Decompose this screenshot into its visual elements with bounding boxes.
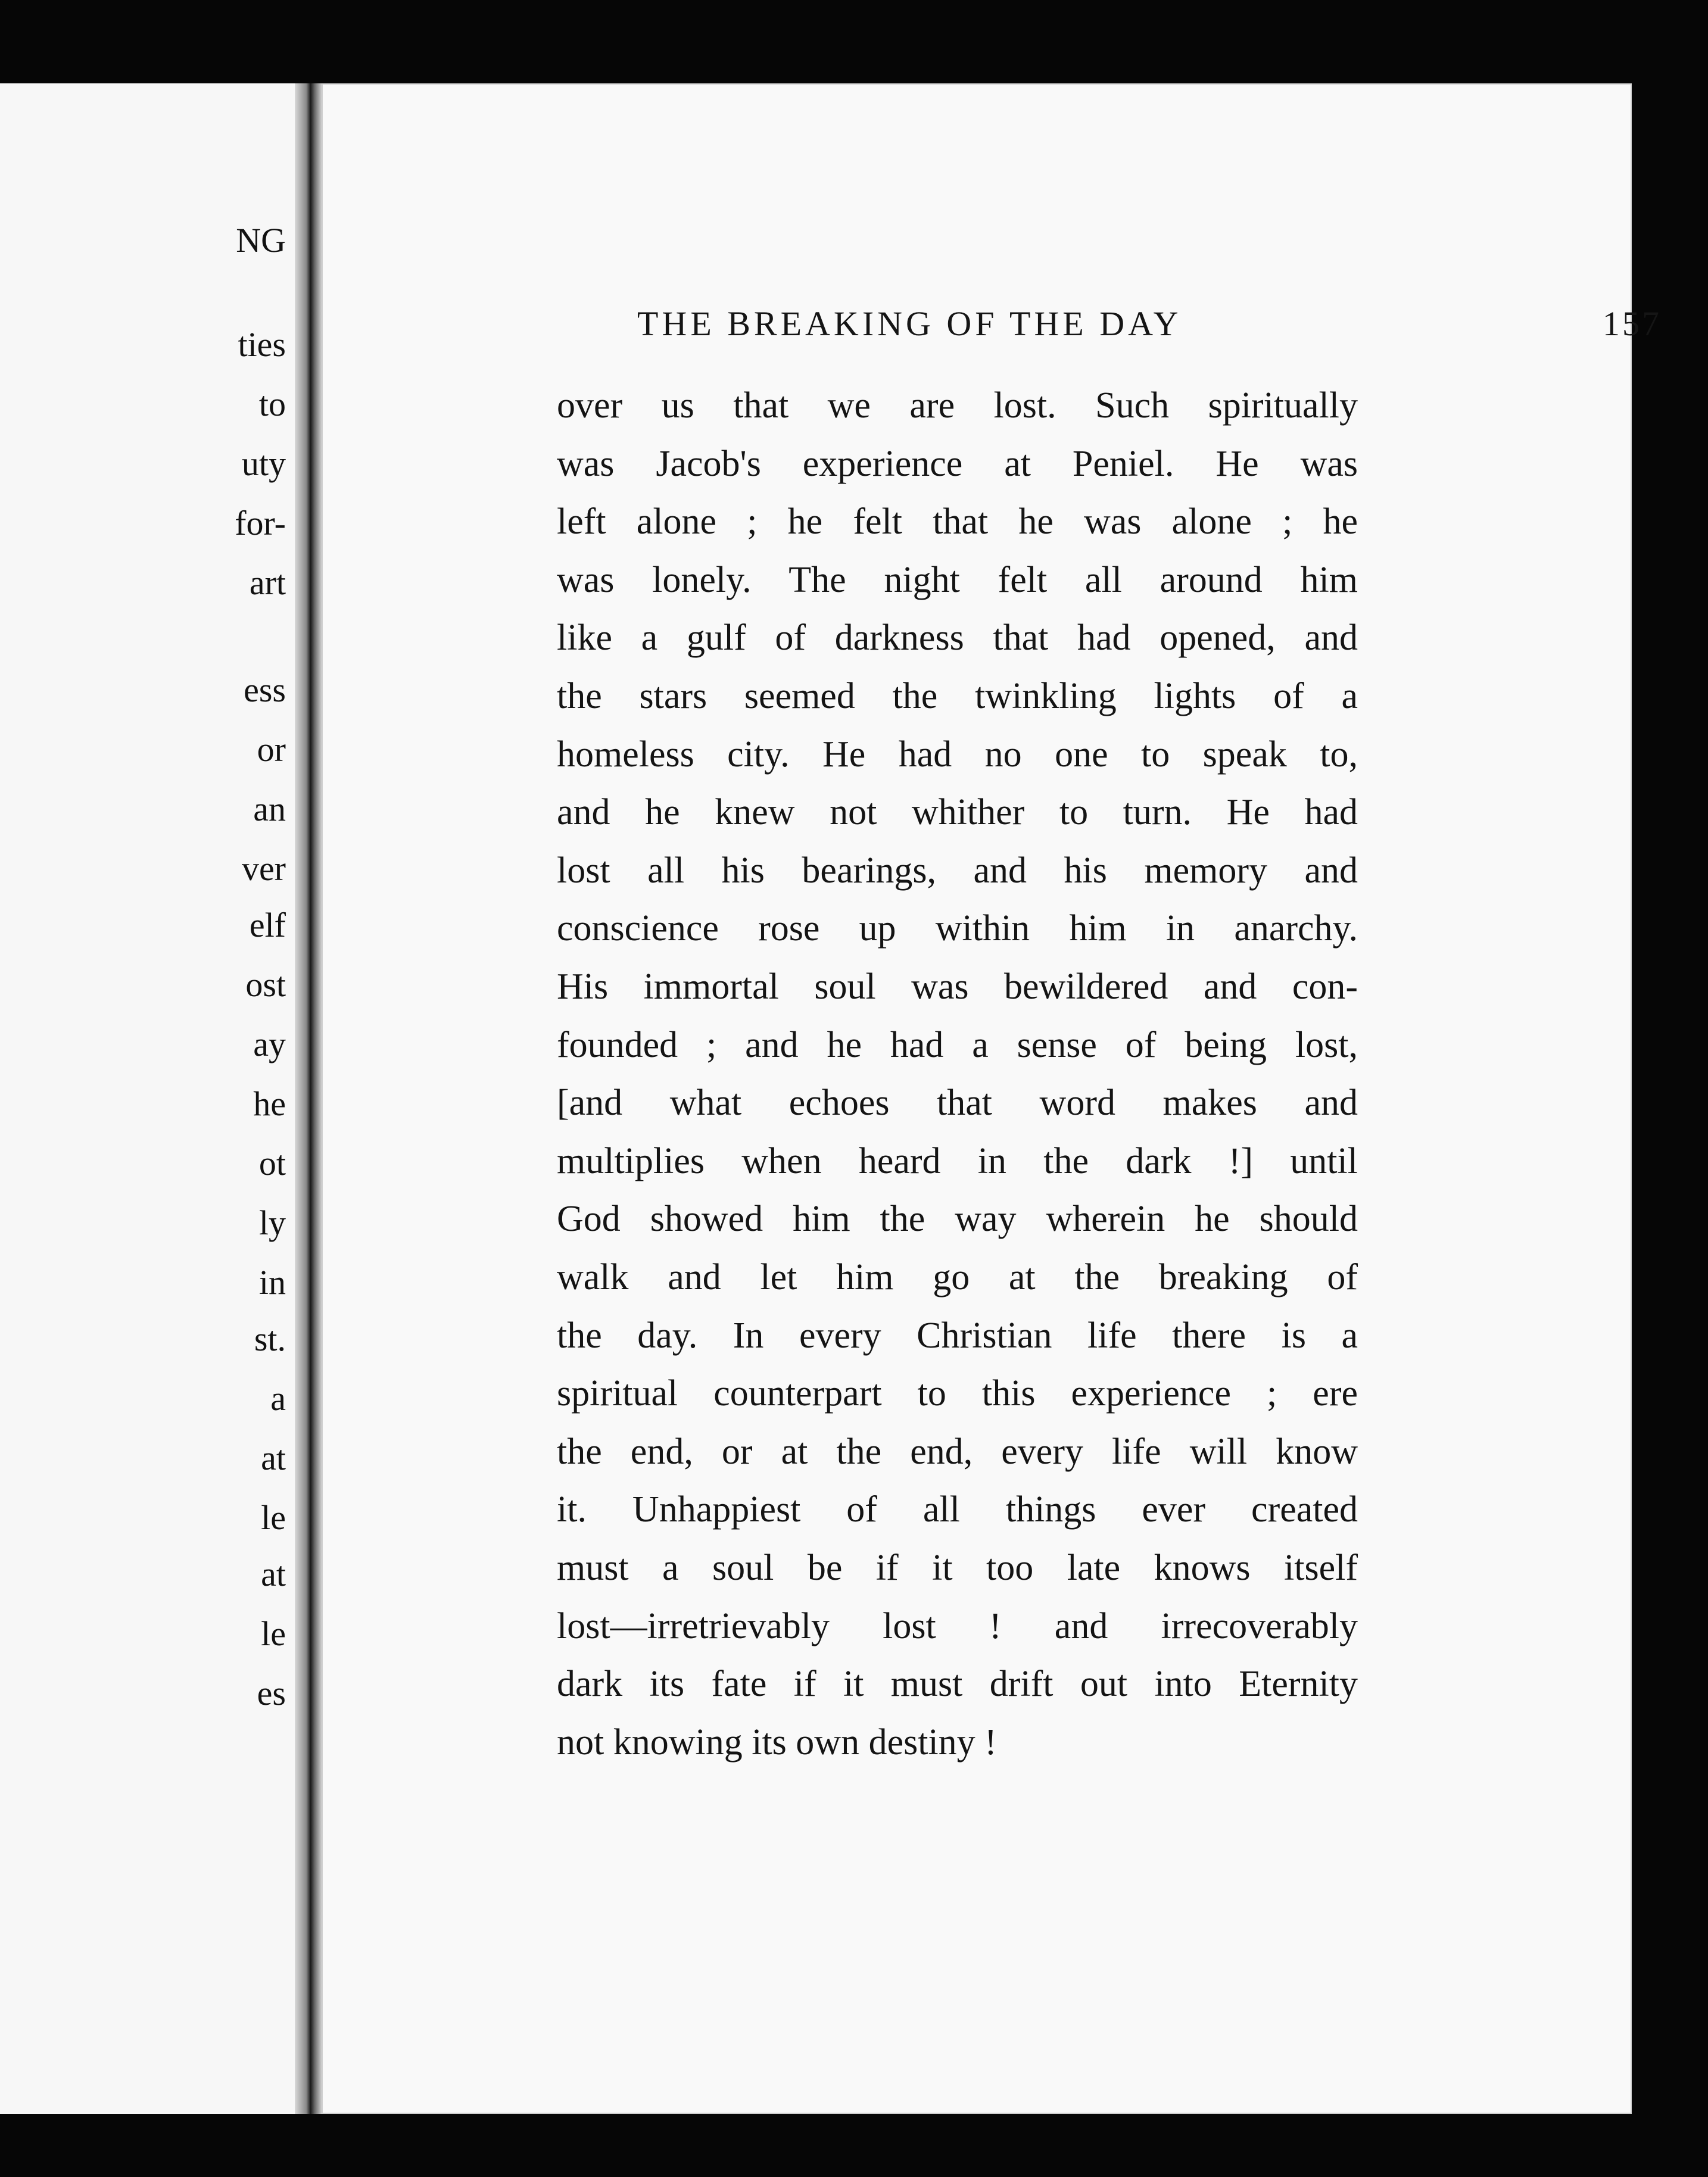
text-line: over us that we are lost. Such spiritually (557, 385, 1358, 426)
text-line: walk and let him go at the breaking of (557, 1257, 1358, 1298)
text-line: was Jacob's experience at Peniel. He was (557, 444, 1358, 484)
book-gutter (295, 83, 323, 2114)
text-line: dark its fate if it must drift out into Eternity (557, 1664, 1358, 1704)
text-line: lost all his bearings, and his memory and (557, 850, 1358, 891)
text-line: conscience rose up within him in anarchy. (557, 908, 1358, 949)
left-page-fragment: NG (236, 221, 286, 260)
left-page-fragment: at (261, 1555, 286, 1593)
text-line: His immortal soul was bewildered and con- (557, 966, 1358, 1007)
text-line: was lonely. The night felt all around him (557, 560, 1358, 600)
text-line: and he knew not whither to turn. He had (557, 792, 1358, 832)
left-page-fragment: ver (241, 849, 286, 888)
text-line: must a soul be if it too late knows itself (557, 1548, 1358, 1588)
left-page-fragment: ay (253, 1025, 286, 1063)
left-page-fragment: a (270, 1379, 286, 1418)
body-text (557, 387, 1358, 1935)
left-page-fragment: le (261, 1498, 286, 1537)
left-page-fragment: or (257, 730, 286, 769)
left-page-fragment: for- (235, 504, 286, 542)
left-page-fragment: to (258, 385, 286, 423)
left-page-fragment: an (253, 790, 286, 828)
left-page-fragment: in (258, 1263, 286, 1302)
left-page-fragment: ess (244, 670, 286, 709)
page-number: 157 (1603, 304, 1662, 343)
text-line: like a gulf of darkness that had opened, and (557, 617, 1358, 658)
text-line: the day. In every Christian life there is a (557, 1315, 1358, 1356)
left-page-fragment: art (249, 563, 286, 602)
left-page-fragment: es (257, 1674, 286, 1713)
text-line: homeless city. He had no one to speak to, (557, 734, 1358, 775)
text-line: God showed him the way wherein he should (557, 1199, 1358, 1239)
left-page-fragment: elf (249, 906, 286, 944)
running-title: THE BREAKING OF THE DAY (637, 304, 1182, 343)
text-line: [and what echoes that word makes and (557, 1083, 1358, 1123)
text-line: founded ; and he had a sense of being lost, (557, 1025, 1358, 1065)
running-head (637, 304, 1673, 357)
right-page (322, 83, 1662, 2114)
text-line: not knowing its own destiny ! (557, 1722, 997, 1763)
left-page-fragment: ly (258, 1203, 286, 1242)
left-page-fragment: ties (238, 325, 286, 364)
text-line: the stars seemed the twinkling lights of a (557, 676, 1358, 716)
text-line: left alone ; he felt that he was alone ; he (557, 501, 1358, 542)
left-page-fragment: uty (241, 444, 286, 483)
left-page (0, 83, 310, 2114)
left-page-fragment: ost (245, 965, 286, 1004)
text-line: the end, or at the end, every life will know (557, 1431, 1358, 1472)
left-page-fragment: at (261, 1439, 286, 1477)
text-line: lost—irretrievably lost ! and irrecoverably (557, 1606, 1358, 1646)
text-line: spiritual counterpart to this experience ; ere (557, 1373, 1358, 1414)
left-page-fragment: st. (254, 1320, 286, 1358)
text-line: it. Unhappiest of all things ever created (557, 1489, 1358, 1530)
text-line: multiplies when heard in the dark !] until (557, 1141, 1358, 1181)
left-page-fragment: le (261, 1614, 286, 1653)
left-page-fragment: ot (258, 1144, 286, 1183)
left-page-fragment: he (253, 1084, 286, 1123)
